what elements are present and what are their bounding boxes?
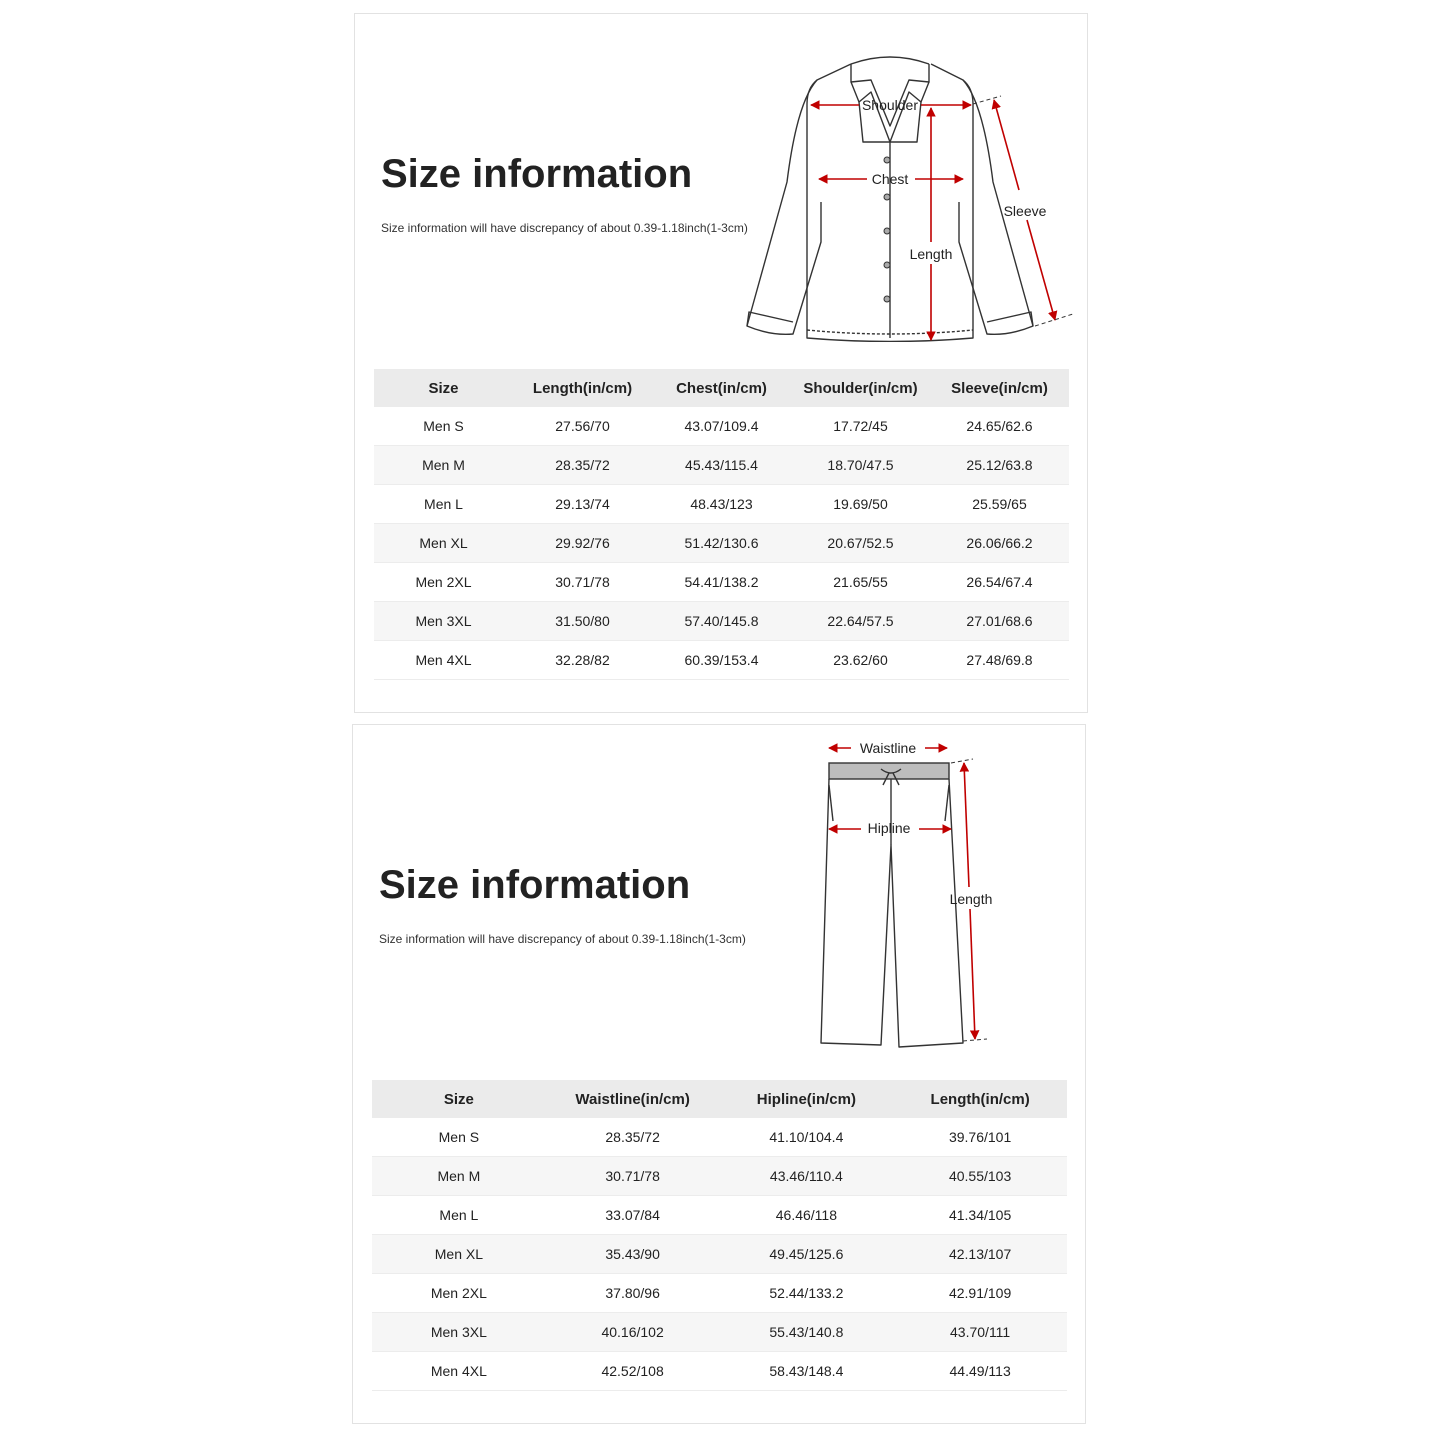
table-row [374, 407, 1069, 446]
table-row [374, 602, 1069, 641]
chest-label: Chest [871, 171, 909, 187]
sleeve-cell: 27.48/69.8 [930, 641, 1069, 680]
sleeve-label: Sleeve [1003, 203, 1047, 219]
hipline-cell: 49.45/125.6 [720, 1235, 894, 1274]
shirt-discrepancy-note: Size information will have discrepancy of about 0.39-1.18inch(1-3cm) [381, 221, 748, 235]
sleeve-cell: 25.12/63.8 [930, 446, 1069, 485]
chest-cell: 54.41/138.2 [652, 563, 791, 602]
pants-discrepancy-note: Size information will have discrepancy of about 0.39-1.18inch(1-3cm) [379, 932, 746, 946]
waistline-cell: 37.80/96 [546, 1274, 720, 1313]
shoulder-cell: 20.67/52.5 [791, 524, 930, 563]
length-cell: 41.34/105 [893, 1196, 1067, 1235]
table-row [374, 446, 1069, 485]
size-cell: Men S [374, 407, 513, 446]
shoulder-cell: 18.70/47.5 [791, 446, 930, 485]
table-row [372, 1313, 1067, 1352]
column-header: Length(in/cm) [513, 369, 652, 407]
hipline-cell: 43.46/110.4 [720, 1157, 894, 1196]
shirt-title: Size information [381, 152, 693, 196]
pants-diagram [809, 737, 1009, 1053]
column-header: Size [372, 1080, 546, 1118]
pants-title: Size information [379, 863, 691, 907]
table-row [372, 1157, 1067, 1196]
column-header: Waistline(in/cm) [546, 1080, 720, 1118]
length-cell: 29.13/74 [513, 485, 652, 524]
length-cell: 31.50/80 [513, 602, 652, 641]
shirt-size-table [374, 369, 1069, 680]
column-header: Chest(in/cm) [652, 369, 791, 407]
table-row [372, 1235, 1067, 1274]
shoulder-cell: 21.65/55 [791, 563, 930, 602]
table-row [372, 1118, 1067, 1157]
length-cell: 32.28/82 [513, 641, 652, 680]
length-cell: 27.56/70 [513, 407, 652, 446]
hipline-cell: 46.46/118 [720, 1196, 894, 1235]
chest-cell: 60.39/153.4 [652, 641, 791, 680]
table-row [374, 641, 1069, 680]
hipline-label: Hipline [867, 820, 911, 836]
sleeve-cell: 24.65/62.6 [930, 407, 1069, 446]
waistline-cell: 42.52/108 [546, 1352, 720, 1391]
chest-cell: 43.07/109.4 [652, 407, 791, 446]
column-header: Sleeve(in/cm) [930, 369, 1069, 407]
size-cell: Men 3XL [372, 1313, 546, 1352]
table-row [372, 1196, 1067, 1235]
table-row [374, 524, 1069, 563]
length-label: Length [949, 891, 993, 907]
size-cell: Men 4XL [374, 641, 513, 680]
table-row [372, 1274, 1067, 1313]
table-row [374, 485, 1069, 524]
table-row [374, 563, 1069, 602]
waistline-cell: 35.43/90 [546, 1235, 720, 1274]
length-cell: 42.13/107 [893, 1235, 1067, 1274]
shoulder-cell: 23.62/60 [791, 641, 930, 680]
shoulder-cell: 17.72/45 [791, 407, 930, 446]
length-cell: 29.92/76 [513, 524, 652, 563]
shirt-diagram [735, 42, 1085, 342]
sleeve-cell: 27.01/68.6 [930, 602, 1069, 641]
length-cell: 43.70/111 [893, 1313, 1067, 1352]
size-cell: Men 2XL [374, 563, 513, 602]
sleeve-cell: 26.06/66.2 [930, 524, 1069, 563]
pants-size-table [372, 1080, 1067, 1391]
shoulder-cell: 19.69/50 [791, 485, 930, 524]
hipline-cell: 55.43/140.8 [720, 1313, 894, 1352]
table-header-row [372, 1080, 1067, 1118]
size-cell: Men L [374, 485, 513, 524]
sleeve-cell: 25.59/65 [930, 485, 1069, 524]
length-cell: 39.76/101 [893, 1118, 1067, 1157]
pants-outline-icon [821, 769, 963, 1047]
sleeve-arrow-bottom [1027, 220, 1055, 320]
size-cell: Men M [374, 446, 513, 485]
shoulder-label: Shoulder [861, 97, 919, 113]
sleeve-arrow-top [994, 100, 1019, 190]
table-row [372, 1352, 1067, 1391]
waistline-cell: 33.07/84 [546, 1196, 720, 1235]
hipline-cell: 52.44/133.2 [720, 1274, 894, 1313]
hipline-cell: 41.10/104.4 [720, 1118, 894, 1157]
chest-cell: 48.43/123 [652, 485, 791, 524]
waistband-icon [829, 763, 949, 779]
column-header: Length(in/cm) [893, 1080, 1067, 1118]
hipline-cell: 58.43/148.4 [720, 1352, 894, 1391]
size-cell: Men 2XL [372, 1274, 546, 1313]
size-cell: Men M [372, 1157, 546, 1196]
waistline-cell: 30.71/78 [546, 1157, 720, 1196]
waistline-cell: 28.35/72 [546, 1118, 720, 1157]
length-cell: 42.91/109 [893, 1274, 1067, 1313]
pants-size-card [352, 724, 1086, 1424]
chest-cell: 45.43/115.4 [652, 446, 791, 485]
size-cell: Men XL [372, 1235, 546, 1274]
shirt-size-card [354, 13, 1088, 713]
shoulder-cell: 22.64/57.5 [791, 602, 930, 641]
sleeve-cell: 26.54/67.4 [930, 563, 1069, 602]
waistline-cell: 40.16/102 [546, 1313, 720, 1352]
column-header: Size [374, 369, 513, 407]
column-header: Hipline(in/cm) [720, 1080, 894, 1118]
size-cell: Men 4XL [372, 1352, 546, 1391]
size-cell: Men S [372, 1118, 546, 1157]
chest-cell: 57.40/145.8 [652, 602, 791, 641]
chest-cell: 51.42/130.6 [652, 524, 791, 563]
size-cell: Men L [372, 1196, 546, 1235]
length-cell: 30.71/78 [513, 563, 652, 602]
size-cell: Men 3XL [374, 602, 513, 641]
length-cell: 40.55/103 [893, 1157, 1067, 1196]
length-arrow-bottom [970, 909, 975, 1039]
table-header-row [374, 369, 1069, 407]
length-cell: 28.35/72 [513, 446, 652, 485]
column-header: Shoulder(in/cm) [791, 369, 930, 407]
length-cell: 44.49/113 [893, 1352, 1067, 1391]
length-label: Length [909, 246, 953, 262]
waistline-label: Waistline [859, 740, 917, 756]
length-arrow-top [964, 763, 969, 887]
size-cell: Men XL [374, 524, 513, 563]
